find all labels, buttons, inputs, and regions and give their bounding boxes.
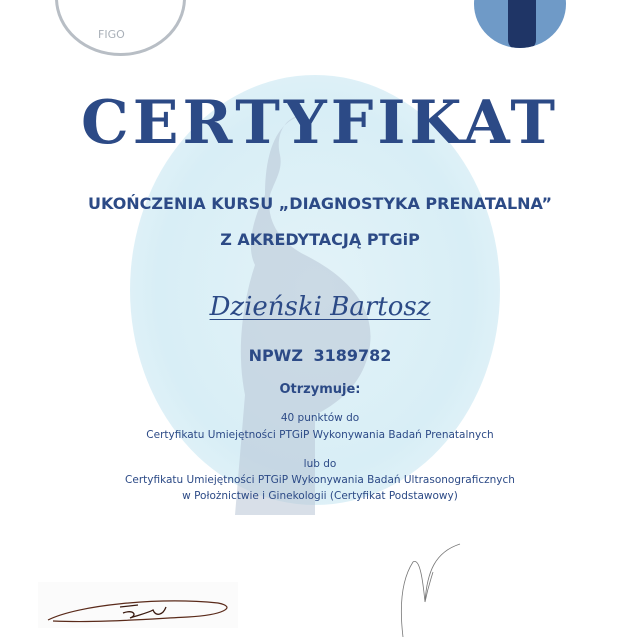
body-line: Certyfikatu Umiejętności PTGiP Wykonywania Badań Prenatalnych bbox=[146, 429, 494, 441]
signature-right bbox=[395, 542, 475, 642]
course-subtitle: UKOŃCZENIA KURSU „DIAGNOSTYKA PRENATALNA” bbox=[88, 194, 552, 213]
receives-label: Otrzymuje: bbox=[279, 382, 361, 397]
signature-left bbox=[38, 585, 238, 630]
body-line: lub do bbox=[303, 458, 337, 470]
accreditation: Z AKREDYTACJĄ PTGiP bbox=[220, 230, 420, 249]
body-line: Certyfikatu Umiejętności PTGiP Wykonywania Badań Ultrasonograficznych bbox=[125, 474, 515, 486]
certificate-title: CERTYFIKAT bbox=[80, 88, 560, 158]
body-line: w Położnictwie i Ginekologii (Certyfikat Podstawowy) bbox=[182, 490, 458, 502]
npwz-number: NPWZ 3189782 bbox=[248, 346, 392, 365]
recipient-name: Dzieński Bartosz bbox=[209, 292, 431, 322]
figure-icon bbox=[508, 0, 536, 48]
figo-seal-text: FIGO bbox=[98, 28, 125, 41]
ultrasound-course-logo bbox=[474, 0, 566, 48]
body-line: 40 punktów do bbox=[280, 412, 360, 424]
